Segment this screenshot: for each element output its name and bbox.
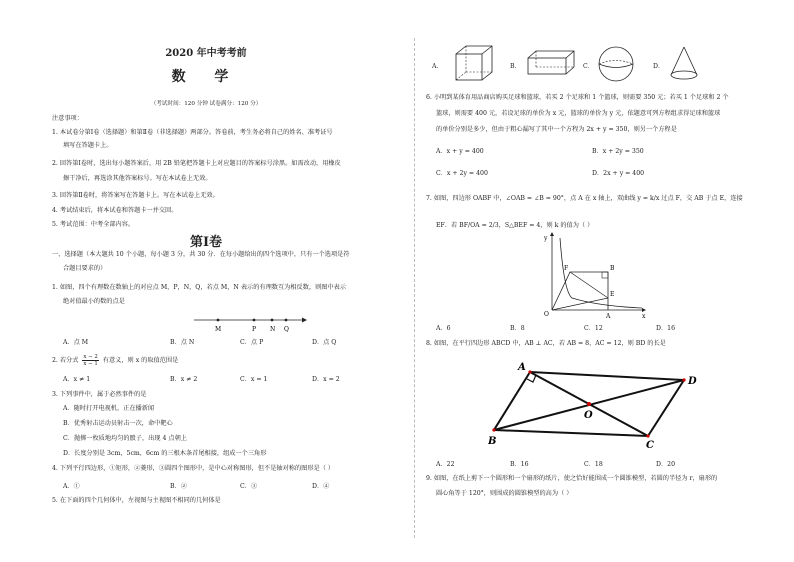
cube-figure	[452, 44, 496, 84]
q1-stem-line1: 1. 如图，四个有理数在数轴上的对应点 M，P，N，Q，若点 M，N 表示的有理数互为相反数，则图中表示	[52, 284, 347, 291]
q6-option-d[interactable]: D．2x + y = 400	[592, 170, 645, 177]
q9-stem-line2: 圆心角等于 120°，则围成的圆锥模型的高为（ ）	[436, 490, 573, 497]
axis-label-m: M	[215, 326, 222, 333]
q6-stem-line3: 的单价分别是多少，但由于粗心漏写了其中一个方程为 2x + y = 350，则另一个方程是	[436, 126, 677, 133]
right-column	[418, 0, 794, 562]
q1-option-a[interactable]: A．点 M	[63, 339, 89, 346]
q8-option-a[interactable]: A．22	[436, 461, 455, 468]
exam-info: （考试时间：120 分钟 试卷满分：120 分）	[150, 101, 262, 107]
q5-stem: 5. 在下面的四个几何体中，左视图与主视图不相同的几何体是	[52, 497, 221, 504]
q2-option-c[interactable]: C．x = 1	[240, 376, 268, 383]
q7-option-d[interactable]: D．16	[656, 325, 676, 332]
fig8-label-a: A	[518, 362, 526, 373]
fig7-label-e: E	[610, 291, 615, 298]
q1-option-c[interactable]: C．点 P	[240, 339, 264, 346]
fig7-label-y: y	[544, 235, 548, 242]
q2-stem-post: 有意义，则 x 的取值范围是	[102, 357, 179, 364]
q3-stem: 3. 下列事件中，属于必然事件的是	[52, 391, 147, 398]
axis-label-n: N	[270, 326, 276, 333]
q4-option-b[interactable]: B．②	[170, 483, 187, 490]
q6-option-a[interactable]: A．x + y = 400	[436, 148, 484, 155]
note-1a: 1. 本试卷分第Ⅰ卷（选择题）和第Ⅱ卷（非选择题）两部分。答卷前，考生务必将自己的姓名、准考证号	[52, 129, 333, 136]
section-one-line2: 合题目要求的）	[63, 265, 107, 272]
q4-option-d[interactable]: D．④	[312, 483, 330, 490]
fig7-label-f: F	[564, 265, 569, 272]
note-2a: 2. 回答第Ⅰ卷时，选出每小题答案后，用 2B 铅笔把答题卡上对应题目的答案标号涂黑。如需改动，用橡皮	[52, 160, 341, 167]
q6-option-b[interactable]: B．x + 2y = 350	[592, 148, 644, 155]
q7-stem-line2: EF．若 BF/OA = 2/3，S△BEF = 4，则 k 的值为（ ）	[436, 222, 594, 229]
q3-option-b[interactable]: B．优秀射击运动员射击一次，命中靶心	[63, 420, 173, 427]
q7-option-c[interactable]: C．12	[584, 325, 603, 332]
q2-fraction-numerator: x − 2	[83, 354, 98, 360]
q8-stem: 8. 如图，在平行四边形 ABCD 中，AB ⊥ AC，若 AB = 8，AC = 12，则 BD 的长是	[426, 340, 666, 347]
q7-option-b[interactable]: B．8	[510, 325, 525, 332]
parallelogram-figure	[488, 356, 708, 448]
note-2b: 擦干净后，再选涂其他答案标号。写在本试卷上无效。	[63, 175, 212, 182]
q6-stem-line2: 篮球，则需要 400 元，若设足球的单价为 x 元，篮球的单价为 y 元，依题意可列方程组求得足球和篮球	[436, 110, 721, 117]
q8-option-c[interactable]: C．18	[584, 461, 603, 468]
q6-stem-line1: 6. 小明到某体育用品商店购买足球和篮球，若买 2 个足球和 1 个篮球，则需要 350 元；若买 1 个足球和 2 个	[426, 94, 729, 101]
axis-label-q: Q	[284, 326, 289, 333]
q2-option-b[interactable]: B．x ≠ 2	[170, 376, 198, 383]
fig8-label-o: O	[584, 410, 593, 421]
note-5: 5. 考试范围：中考全部内容。	[52, 221, 135, 228]
section-one-line1: 一、选择题（本大题共 10 个小题，每小题 3 分，共 30 分．在每小题给出的四个选项中，只有一个选项是符	[52, 251, 350, 258]
q2-option-a[interactable]: A．x ≠ 1	[63, 376, 91, 383]
hyperbola-figure	[538, 232, 648, 320]
notes-heading: 注意事项：	[52, 115, 83, 122]
note-1b: 填写在答题卡上。	[63, 142, 113, 149]
q3-option-d[interactable]: D．长度分别是 3cm，5cm，6cm 的三根木条首尾相接，组成一个三角形	[63, 450, 267, 457]
q7-option-a[interactable]: A．6	[436, 325, 451, 332]
cone-figure	[668, 44, 700, 84]
q5-option-a[interactable]: A．	[432, 63, 443, 70]
exam-subject: 数 学	[171, 69, 241, 85]
fig7-label-x: x	[642, 313, 646, 320]
q1-option-b[interactable]: B．点 N	[170, 339, 195, 346]
q5-option-b[interactable]: B．	[510, 63, 521, 70]
q4-stem: 4. 下列平行四边形，①矩形，②菱形，③圆四个图形中，是中心对称图形，但不是轴对称的图形是（ ）	[52, 465, 335, 472]
q2-stem-pre: 2. 若分式	[52, 357, 79, 364]
q2-fraction-denominator: x − 1	[83, 361, 98, 367]
q1-option-d[interactable]: D．点 Q	[312, 339, 337, 346]
sphere-figure	[596, 44, 638, 84]
q3-option-c[interactable]: C．抛掷一枚质地均匀的骰子，出现 4 点朝上	[63, 435, 187, 442]
q9-stem-line1: 9. 如图，在纸上剪下一个圆形和一个扇形的纸片，使之恰好能围成一个圆锥模型，若圆的半径为 r，扇形的	[426, 475, 718, 482]
q2-fraction	[82, 354, 98, 367]
q3-option-a[interactable]: A．随时打开电视机，正在播新闻	[63, 405, 155, 412]
fig8-label-d: D	[688, 376, 697, 387]
q2-stem	[52, 354, 178, 367]
fig7-label-a: A	[606, 313, 611, 320]
q4-option-a[interactable]: A．①	[63, 483, 80, 490]
cuboid-figure	[524, 48, 578, 78]
note-3: 3. 回答第Ⅱ卷时，将答案写在答题卡上。写在本试卷上无效。	[52, 192, 219, 199]
q5-option-d[interactable]: D．	[653, 63, 665, 70]
q2-option-d[interactable]: D．x = 2	[312, 376, 340, 383]
q1-stem-line2: 绝对值最小的数的点是	[63, 298, 125, 305]
fig8-label-c: C	[646, 440, 654, 448]
q8-option-d[interactable]: D．20	[656, 461, 676, 468]
note-4: 4. 考试结束后，将本试卷和答题卡一并交回。	[52, 207, 178, 214]
q4-option-c[interactable]: C．③	[240, 483, 258, 490]
fig7-label-o: O	[544, 311, 549, 318]
number-line-figure	[190, 310, 310, 334]
fig8-label-b: B	[488, 436, 497, 447]
q8-option-b[interactable]: B．16	[510, 461, 529, 468]
q6-option-c[interactable]: C．x + 2y = 400	[436, 170, 488, 177]
fig7-label-b: B	[610, 265, 615, 272]
part-one-heading: 第Ⅰ卷	[189, 235, 223, 250]
q7-stem-line1: 7. 如图，四边形 OABF 中，∠OAB = ∠B = 90°，点 A 在 x 轴上，双曲线 y = k/x 过点 F，交 AB 于点 E，连接	[426, 195, 743, 202]
exam-title: 2020 年中考考前	[165, 48, 247, 59]
axis-label-p: P	[252, 326, 257, 333]
q5-option-c[interactable]: C．	[583, 63, 594, 70]
column-divider	[414, 38, 415, 538]
